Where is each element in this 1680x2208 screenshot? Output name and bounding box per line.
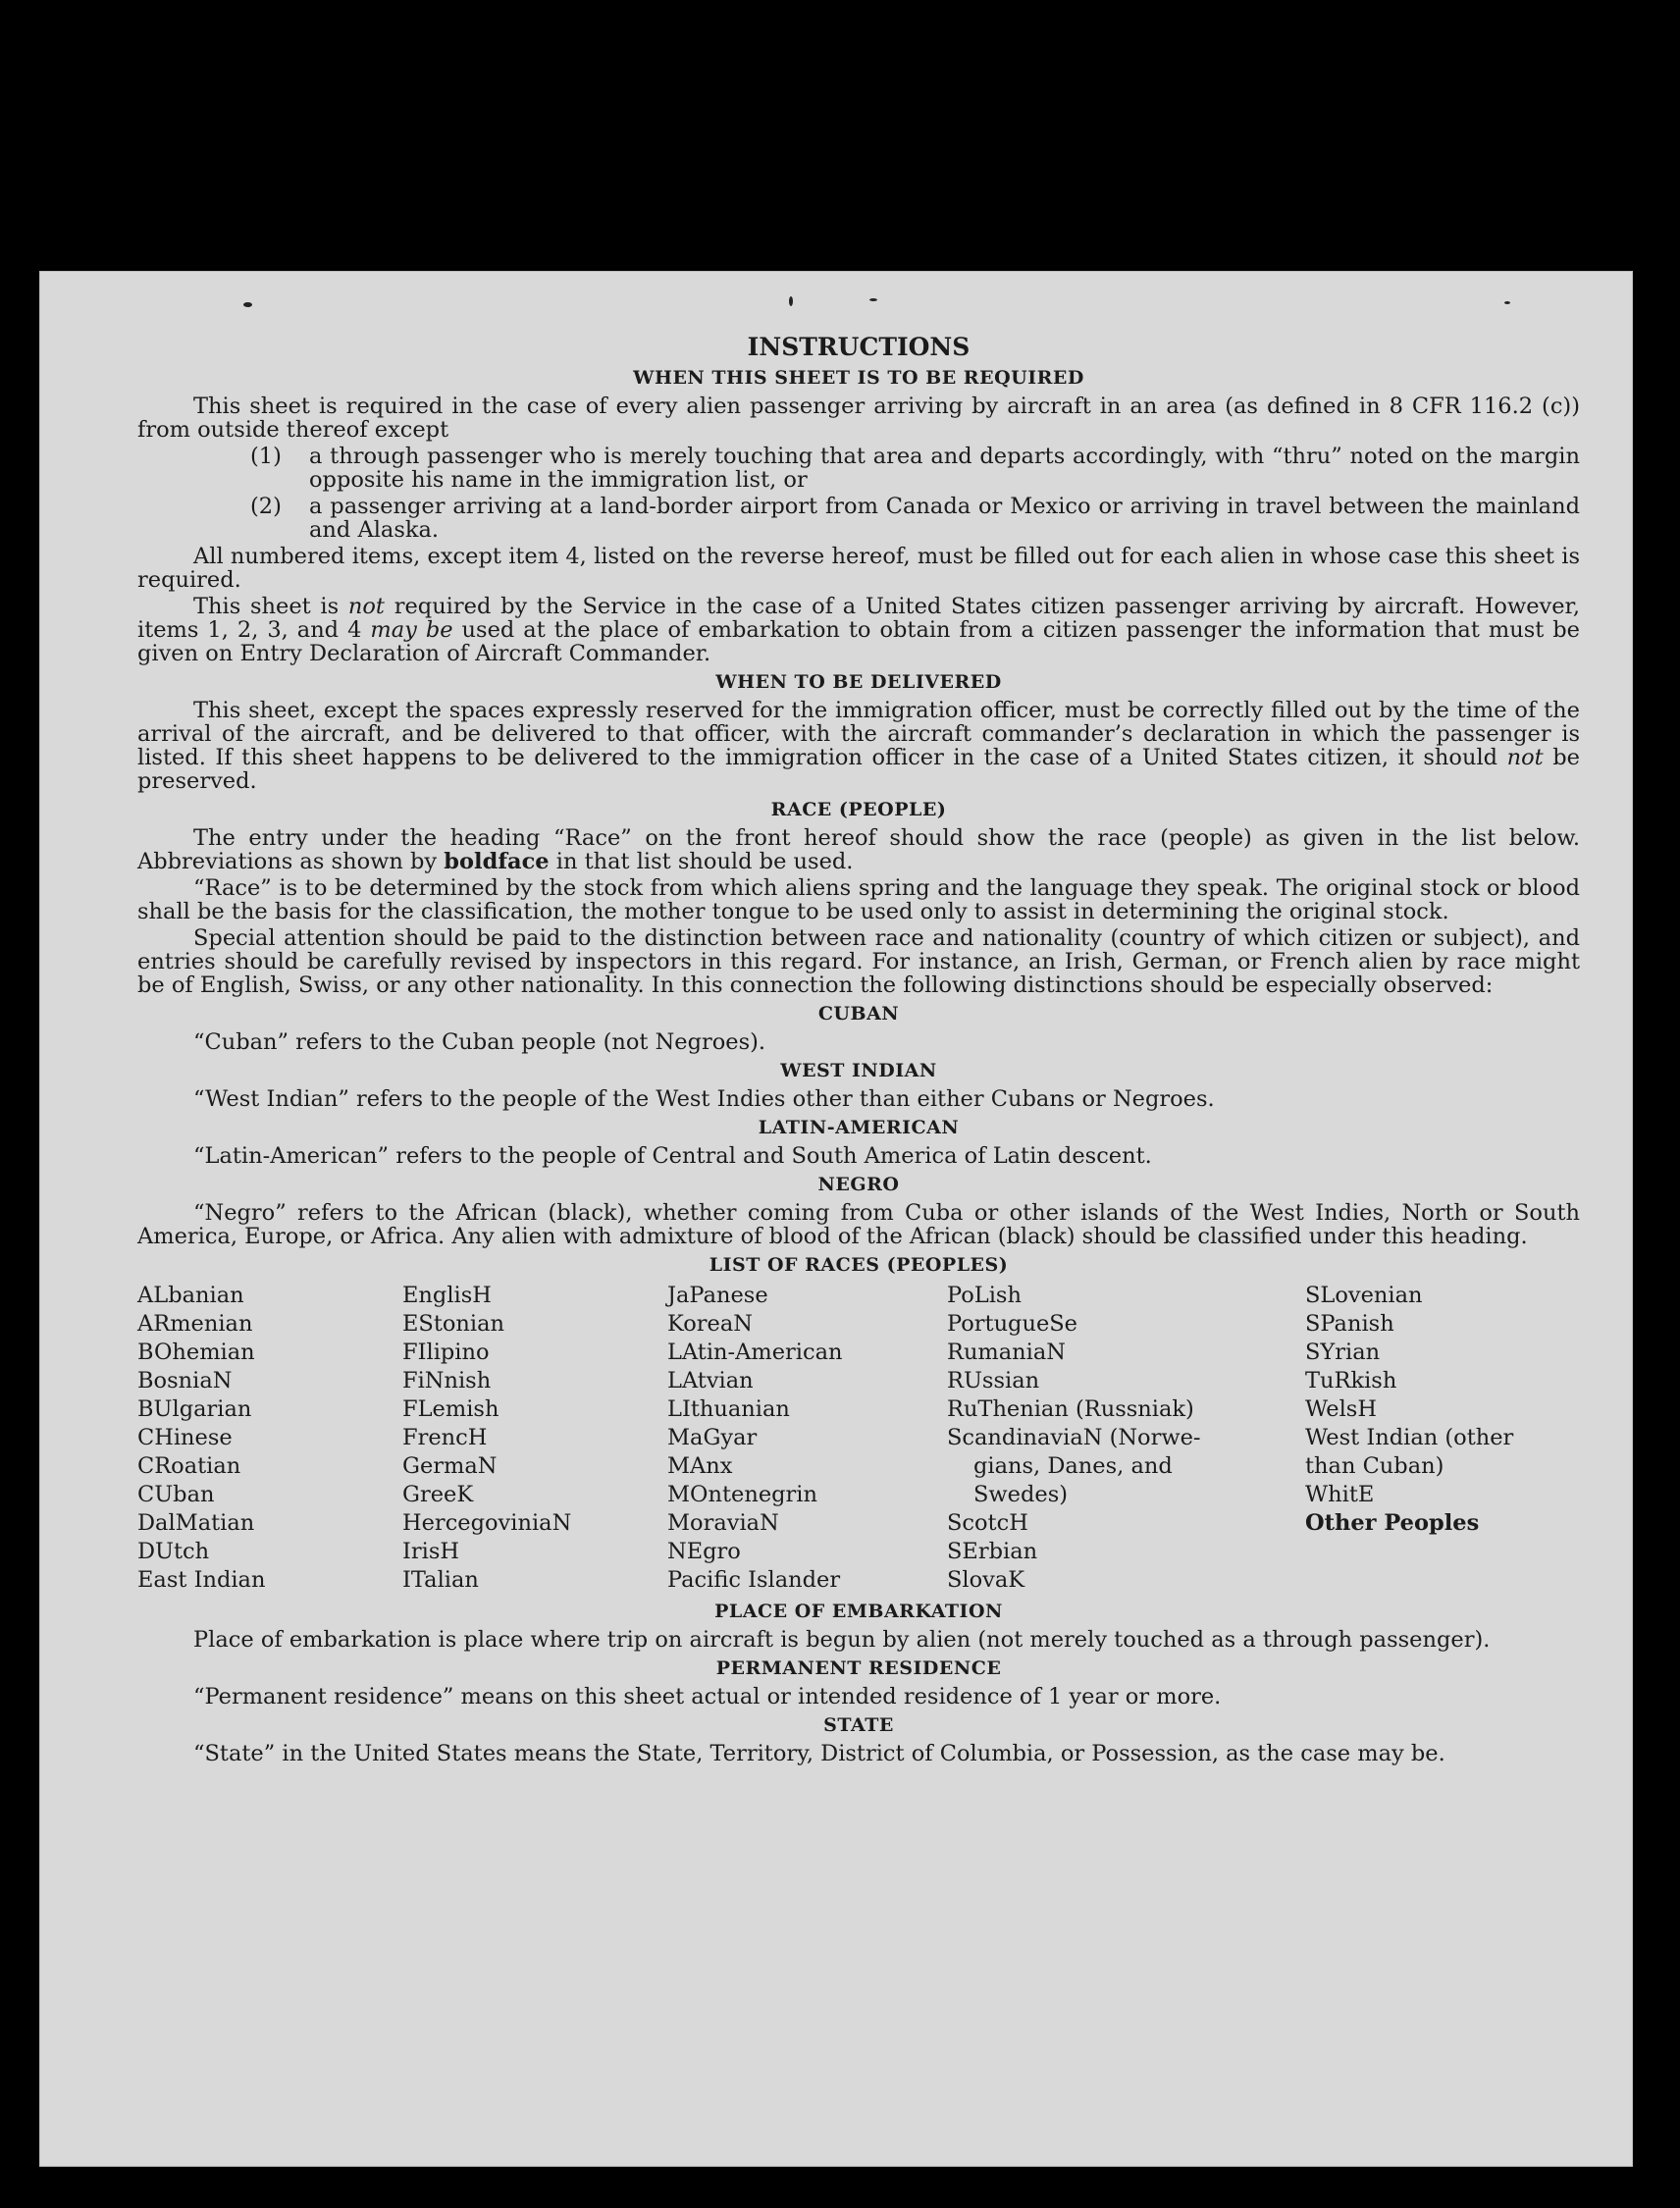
race-entry: HercegoviniaN [402,1510,572,1536]
text-run: in that list should be used. [549,849,854,874]
text-run: required by the Service in the case of a United States citizen passenger arriving by aircraft. However, items 1, 2, 3, and 4 [137,594,1580,643]
list-item-text: a passenger arriving at a land-border airport from Canada or Mexico or arriving in travel between the mainland and Alaska. [309,494,1580,543]
race-entry: DalMatian [137,1510,255,1536]
races-list [137,1282,1580,1595]
text-run: This sheet, except the spaces expressly reserved for the immigration officer, must be correctly filled out by the time of the arrival of the aircraft, and be delivered to that officer, with the aircraft commander’s declaration in which the passenger is listed. If this sheet happens to be delivered to the immigration officer in the case of a United States citizen, it should [137,698,1580,770]
paragraph: “Race” is to be determined by the stock from which aliens spring and the language they speak. The original stock or blood shall be the basis for the classification, the mother tongue to be used only to assist in determining the original stock. [137,875,1580,924]
list-item [137,445,1580,492]
race-entry: RUssian [947,1368,1040,1393]
paragraph [137,595,1580,665]
race-entry: GreeK [402,1482,474,1507]
speck-mark [869,298,877,301]
section-heading-embarkation: PLACE OF EMBARKATION [714,1601,1003,1622]
race-entry: LAtvian [667,1368,754,1393]
race-entry: KoreaN [667,1311,753,1337]
race-entry: MoraviaN [667,1510,779,1536]
speck-mark [1504,301,1510,304]
paragraph: Place of embarkation is place where trip on aircraft is begun by alien (not merely touched as a through passenger). [193,1627,1491,1653]
race-entry: RumaniaN [947,1340,1066,1365]
race-entry: JaPanese [667,1283,768,1308]
section-heading-state: STATE [823,1714,894,1736]
section-heading-latin-american: LATIN-AMERICAN [758,1117,960,1138]
list-item-number: (1) [250,444,282,469]
races-column [667,1282,947,1595]
exception-list [137,445,1580,542]
race-entry: ITalian [402,1567,479,1593]
race-entry: FLemish [402,1396,499,1422]
race-entry: FiNnish [402,1368,492,1393]
race-entry: BUlgarian [137,1396,252,1422]
race-entry-continuation: gians, Danes, and [973,1453,1173,1479]
paragraph: “Latin-American” refers to the people of Central and South America of Latin descent. [193,1143,1152,1169]
race-entry: SYrian [1305,1340,1381,1365]
race-entry-continuation: than Cuban) [1305,1453,1444,1479]
race-entry: PoLish [947,1283,1022,1308]
race-entry: DUtch [137,1539,210,1564]
emphasis: boldface [444,849,550,874]
section-heading-required: WHEN THIS SHEET IS TO BE REQUIRED [633,367,1084,389]
list-item [137,495,1580,542]
race-entry: IrisH [402,1539,460,1564]
race-entry: BosniaN [137,1368,233,1393]
list-item-text: a through passenger who is merely touching that area and departs accordingly, with “thru” noted on the margin opposite his name in the immigration list, or [309,444,1580,493]
race-entry-continuation: Swedes) [973,1482,1069,1507]
paragraph [137,826,1580,873]
race-entry: FIlipino [402,1340,490,1365]
text-run: used at the place of embarkation to obtain from a citizen passenger the information that must be given on Entry Declaration of Aircraft Commander. [137,617,1580,666]
race-entry: MOntenegrin [667,1482,817,1507]
document-sheet [39,271,1633,2167]
page-title: INSTRUCTIONS [747,333,971,361]
paragraph: “Negro” refers to the African (black), whether coming from Cuba or other islands of the West Indies, North or South America, Europe, or Africa. Any alien with admixture of blood of the African (black) should be classified under this heading. [137,1200,1580,1249]
race-entry: ARmenian [137,1311,253,1337]
race-entry: GermaN [402,1453,498,1479]
races-column [947,1282,1305,1595]
text-run: be preserved. [137,745,1580,794]
race-entry: Pacific Islander [667,1567,841,1593]
paragraph: This sheet is required in the case of every alien passenger arriving by aircraft in an area (as defined in 8 CFR 116.2 (c)) from outside thereof except [137,394,1580,443]
emphasis: not [347,594,385,619]
race-entry: MaGyar [667,1425,758,1450]
paragraph: All numbered items, except item 4, listed on the reverse hereof, must be filled out for each alien in whose case this sheet is required. [137,544,1580,593]
race-entry: PortugueSe [947,1311,1078,1337]
race-entry: SLovenian [1305,1283,1423,1308]
paragraph [137,699,1580,793]
paragraph: Special attention should be paid to the distinction between race and nationality (country of which citizen or subject), and entries should be carefully revised by inspectors in this regard. For instance, an Irish, German, or French alien by race might be of English, Swiss, or any other nationality. In this connection the following distinctions should be especially observed: [137,925,1580,998]
race-entry: CHinese [137,1425,233,1450]
paragraph: “West Indian” refers to the people of the West Indies other than either Cubans or Negroes. [193,1086,1215,1112]
speck-mark [789,296,793,306]
race-entry: MAnx [667,1453,733,1479]
race-entry: ScotcH [947,1510,1028,1536]
text-run: The entry under the heading “Race” on the front hereof should show the race (people) as given in the list below. Abbreviations as shown by [137,825,1580,874]
race-entry: EnglisH [402,1283,492,1308]
races-column [137,1282,402,1595]
section-heading-negro: NEGRO [817,1174,900,1195]
race-entry: Other Peoples [1305,1510,1480,1536]
race-entry: ScandinaviaN (Norwe- [947,1425,1201,1450]
instructions-content [137,333,1580,1768]
race-entry: EStonian [402,1311,505,1337]
race-entry: SErbian [947,1539,1038,1564]
section-heading-delivered: WHEN TO BE DELIVERED [715,671,1002,693]
section-heading-west-indian: WEST INDIAN [780,1060,937,1081]
race-entry: SlovaK [947,1567,1025,1593]
paragraph: “Permanent residence” means on this sheet actual or intended residence of 1 year or more. [193,1684,1222,1709]
list-item-number: (2) [250,494,282,519]
text-run: This sheet is [193,594,348,619]
race-entry: LIthuanian [667,1396,790,1422]
race-entry: West Indian (other [1305,1425,1514,1450]
race-entry: SPanish [1305,1311,1394,1337]
races-column [402,1282,667,1595]
race-entry: East Indian [137,1567,266,1593]
speck-mark [243,302,252,307]
race-entry: RuThenian (Russniak) [947,1396,1194,1422]
race-entry: LAtin-American [667,1340,843,1365]
race-entry: WhitE [1305,1482,1375,1507]
race-entry: NEgro [667,1539,741,1564]
emphasis: not [1506,745,1544,770]
race-entry: CRoatian [137,1453,241,1479]
race-entry: TuRkish [1305,1368,1397,1393]
paragraph: “State” in the United States means the State, Territory, District of Columbia, or Possession, as the case may be. [193,1741,1445,1766]
paragraph: “Cuban” refers to the Cuban people (not Negroes). [193,1029,766,1055]
race-entry: BOhemian [137,1340,255,1365]
race-entry: CUban [137,1482,215,1507]
race-entry: WelsH [1305,1396,1377,1422]
section-heading-list-of-races: LIST OF RACES (PEOPLES) [709,1254,1009,1276]
emphasis: may be [370,617,453,643]
section-heading-race: RACE (PEOPLE) [770,799,947,820]
race-entry: ALbanian [137,1283,244,1308]
races-column [1305,1282,1580,1595]
section-heading-cuban: CUBAN [817,1003,900,1025]
race-entry: FrencH [402,1425,488,1450]
section-heading-permanent-residence: PERMANENT RESIDENCE [715,1657,1002,1679]
